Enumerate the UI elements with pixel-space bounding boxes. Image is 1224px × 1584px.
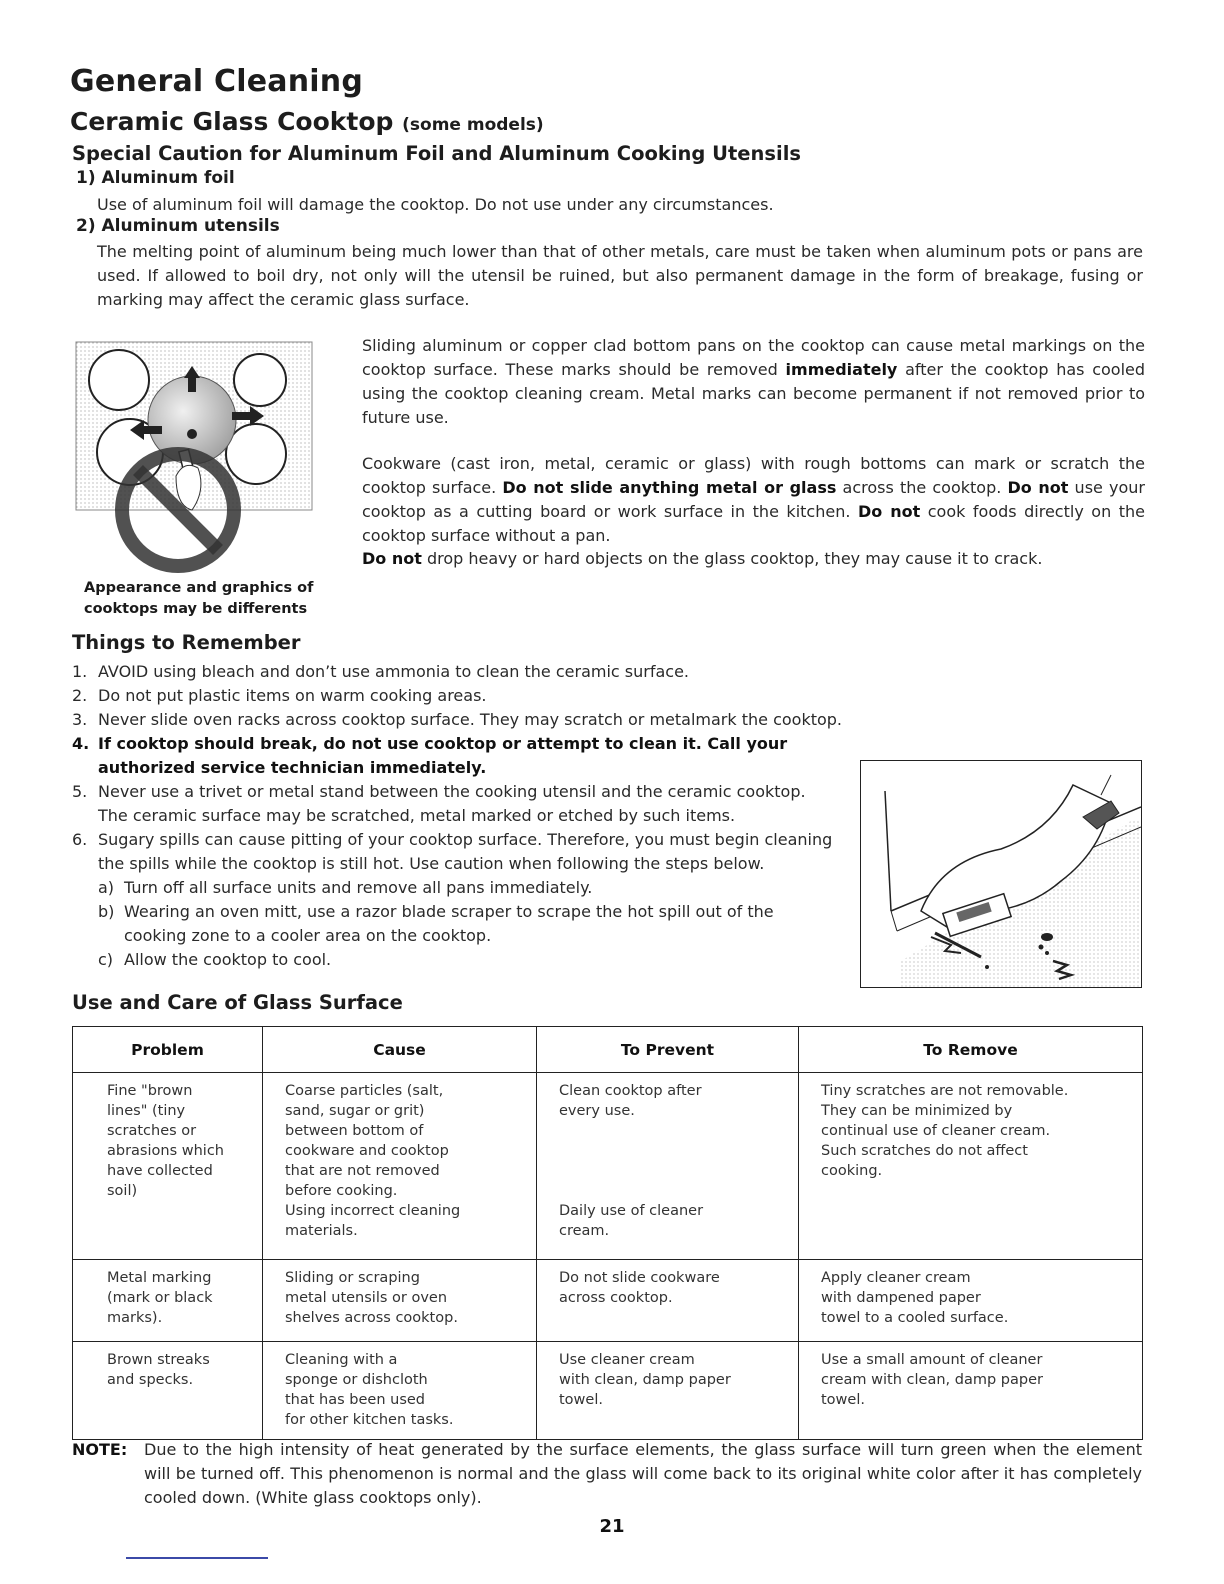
list-number: 4.: [72, 734, 90, 753]
sub-list-letter: c): [98, 950, 114, 969]
cookware-text-g: cook foods directly on the cooktop surface without a pan.: [362, 502, 1146, 545]
footer-rule: [126, 1557, 268, 1559]
header-prevent: To Prevent: [537, 1027, 799, 1073]
cell-remove: Tiny scratches are not removable. They can be minimized by continual use of cleaner cream. Such scratches do not affect cooking.: [799, 1073, 1143, 1260]
care-table: [72, 1026, 1143, 1440]
cookware-text-e: use your cooktop as a cutting board or work surface in the kitchen.: [362, 478, 1145, 521]
header-cause: Cause: [263, 1027, 537, 1073]
drop-text-a: Do not: [362, 549, 422, 568]
section-title-text: Ceramic Glass Cooktop: [70, 107, 394, 136]
list-number: 5.: [72, 782, 88, 801]
cell-prevent: Use cleaner cream with clean, damp paper towel.: [537, 1342, 799, 1440]
figure-caption-line1: Appearance and graphics of: [84, 580, 314, 596]
list-item: [72, 780, 862, 828]
sliding-paragraph: [362, 334, 1145, 430]
table-header-row: [73, 1027, 1143, 1073]
caution-heading: Special Caution for Aluminum Foil and Aluminum Cooking Utensils: [72, 142, 801, 165]
list-text: AVOID using bleach and don’t use ammonia to clean the ceramic surface.: [98, 662, 690, 681]
sub-list-letter: b): [98, 902, 115, 921]
cookware-text-c: across the cooktop.: [836, 478, 1008, 497]
utensils-text: The melting point of aluminum being much lower than that of other metals, care must be taken when aluminum pots or pans are used. If allowed to boil dry, not only will the utensil be ruined, but also permanent damage in the form of breakage, fusing or marking may affect the ceramic glass surface.: [97, 242, 1143, 309]
page-number: 21: [599, 1516, 625, 1537]
sub-list-item: [98, 900, 858, 948]
sliding-text-a: Sliding aluminum or copper clad bottom pans on the cooktop can cause metal markings on the cooktop surface. These marks should be removed: [362, 336, 1145, 379]
note-label-wrap: [72, 1438, 144, 1462]
cell-prevent: Clean cooktop after every use. Daily use of cleaner cream.: [537, 1073, 799, 1260]
list-item-warning: [72, 732, 862, 780]
cooktop-illustration: [72, 326, 316, 588]
figure-caption-line2: cooktops may be differents: [84, 601, 308, 617]
cell-cause: Cleaning with a sponge or dishcloth that has been used for other kitchen tasks.: [263, 1342, 537, 1440]
list-number: 3.: [72, 710, 88, 729]
list-number: 2.: [72, 686, 88, 705]
table-row: [73, 1260, 1143, 1342]
sliding-text-b: immediately: [785, 360, 898, 379]
list-text-line2: authorized service technician immediately.: [98, 758, 487, 777]
cell-cause: Coarse particles (salt, sand, sugar or grit) between bottom of cookware and cooktop that are not removed before cooking. Using incorrect cleaning materials.: [263, 1073, 537, 1260]
list-text-line1: Sugary spills can cause pitting of your cooktop surface. Therefore, you must begin cleaning: [98, 830, 833, 849]
drop-paragraph: [362, 547, 1145, 571]
sub-list-text-line1: Wearing an oven mitt, use a razor blade scraper to scrape the hot spill out of the: [124, 902, 774, 921]
sub-list-text: Turn off all surface units and remove all pans immediately.: [124, 878, 593, 897]
list-number: 1.: [72, 662, 88, 681]
remember-heading: Things to Remember: [72, 631, 301, 654]
care-heading: Use and Care of Glass Surface: [72, 991, 403, 1014]
cookware-text-f: Do not: [857, 502, 921, 521]
list-number: 6.: [72, 830, 88, 849]
cell-remove: Apply cleaner cream with dampened paper towel to a cooled surface.: [799, 1260, 1143, 1342]
utensils-heading: 2) Aluminum utensils: [76, 216, 280, 236]
header-problem: Problem: [73, 1027, 263, 1073]
cell-problem: Metal marking (mark or black marks).: [73, 1260, 263, 1342]
list-text-line2: the spills while the cooktop is still hot. Use caution when following the steps below.: [98, 854, 765, 873]
cookware-text-a: Cookware (cast iron, metal, ceramic or glass) with rough bottoms can mark or scratch the cooktop surface.: [362, 454, 1145, 497]
foil-heading: 1) Aluminum foil: [76, 168, 235, 188]
section-subtitle: (some models): [402, 115, 544, 135]
cell-cause: Sliding or scraping metal utensils or oven shelves across cooktop.: [263, 1260, 537, 1342]
foil-text: Use of aluminum foil will damage the cooktop. Do not use under any circumstances.: [97, 195, 774, 214]
list-item: [72, 828, 862, 876]
scraper-illustration: [860, 760, 1142, 988]
table-row: [73, 1073, 1143, 1260]
sliding-text-c: after the cooktop has cooled using the cooktop cleaning cream. Metal marks can become permanent if not removed prior to future use.: [362, 360, 1146, 427]
section-title: [70, 107, 544, 136]
cell-remove: Use a small amount of cleaner cream with clean, damp paper towel.: [799, 1342, 1143, 1440]
list-text: Never slide oven racks across cooktop surface. They may scratch or metalmark the cooktop.: [98, 710, 843, 729]
note-label: NOTE:: [72, 1440, 128, 1459]
note-text: Due to the high intensity of heat generated by the surface elements, the glass surface will turn green when the element will be turned off. This phenomenon is normal and the glass will come back to its original white color after it has completely cooled down. (White glass cooktops only).: [144, 1440, 1142, 1507]
cookware-text-b: Do not slide anything metal or glass: [502, 478, 837, 497]
cookware-paragraph: [362, 452, 1145, 548]
sub-list-text-line2: cooking zone to a cooler area on the cooktop.: [124, 926, 492, 945]
page-title: General Cleaning: [70, 64, 364, 99]
header-remove: To Remove: [799, 1027, 1143, 1073]
cookware-text-d: Do not: [1007, 478, 1069, 497]
cell-problem: Fine "brown lines" (tiny scratches or abrasions which have collected soil): [73, 1073, 263, 1260]
table-row: [73, 1342, 1143, 1440]
list-text-line2: The ceramic surface may be scratched, metal marked or etched by such items.: [98, 806, 736, 825]
list-text: Do not put plastic items on warm cooking areas.: [98, 686, 487, 705]
list-text-line1: Never use a trivet or metal stand between the cooking utensil and the ceramic cooktop.: [98, 782, 806, 801]
cell-prevent: Do not slide cookware across cooktop.: [537, 1260, 799, 1342]
cell-problem: Brown streaks and specks.: [73, 1342, 263, 1440]
drop-text-b: drop heavy or hard objects on the glass cooktop, they may cause it to crack.: [421, 549, 1043, 568]
sub-list-letter: a): [98, 878, 115, 897]
list-text-line1: If cooktop should break, do not use cooktop or attempt to clean it. Call your: [98, 734, 788, 753]
sub-list-text: Allow the cooktop to cool.: [124, 950, 332, 969]
